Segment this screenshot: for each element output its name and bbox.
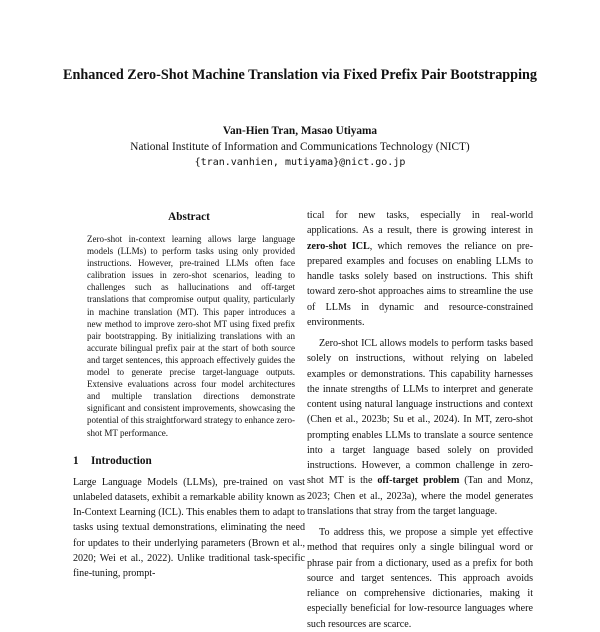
bold-term-zero-shot-icl: zero-shot ICL	[307, 240, 370, 252]
affiliation: National Institute of Information and Communications Technology (NICT)	[130, 140, 470, 153]
right-paragraph-3: To address this, we propose a simple yet effective method that requires only a single bilingual word or phrase pair from a dictionary, used as a prefix for both source and target sentences. This approach avoids reliance on comprehensive dictionaries, making it especially beneficial for low-resource languages where such resources are scarce.	[307, 527, 533, 630]
author-email: {tran.vanhien, mutiyama}@nict.go.jp	[194, 157, 406, 168]
author-names: Van-Hien Tran, Masao Utiyama	[222, 125, 378, 137]
right-paragraph-1	[307, 208, 533, 330]
section-title: Introduction	[91, 454, 152, 467]
text-run: , which removes the reliance on pre-prepared examples and focuses on enabling LLMs to handle tasks solely based on instructions. This shift toward zero-shot approaches aims to streamline the use of LLMs in dynamic and resource-constrained environments.	[307, 240, 534, 328]
left-column	[73, 208, 305, 581]
paper-title: Enhanced Zero-Shot Machine Translation via Fixed Prefix Pair Bootstrapping	[63, 67, 537, 83]
section-heading-introduction	[73, 455, 305, 467]
right-paragraph-2	[307, 336, 533, 519]
right-column	[307, 208, 533, 632]
text-run: tical for new tasks, especially in real-world applications. As a result, there is growing interest in	[307, 210, 533, 237]
section-number: 1	[73, 454, 79, 467]
author-block	[60, 124, 540, 171]
intro-paragraph-1: Large Language Models (LLMs), pre-trained on vast unlabeled datasets, exhibit a remarkable ability known as In-Context Learning (ICL). This enables them to adapt to tasks using textual demonstrations, eliminating the need for updates to their underlying parameters (Brown et al., 2020; Wei et al., 2022). Unlike traditional task-specific fine-tuning, prompt-	[73, 476, 305, 580]
abstract-heading: Abstract	[168, 211, 210, 223]
abstract-body: Zero-shot in-context learning allows large language models (LLMs) to perform tasks using only provided instructions. However, pre-trained LLMs often face calibration issues in zero-shot scenarios, leading to challenges such as hallucinations and off-target translations that compromise output quality, particularly in machine translation (MT). This paper introduces a new method to improve zero-shot MT using fixed prefix pair bootstrapping. By initializing translations with an accurate bilingual prefix pair at the start of both source and target sentences, this approach effectively guides the model to generate precise target-language outputs. Extensive evaluations across four model architectures and multiple translation directions demonstrate significant and consistent improvements, showcasing the potential of this straightforward strategy to enhance zero-shot MT performance.	[87, 234, 295, 438]
text-run: (Tan and Monz, 2023; Chen et al., 2023a), where the model generates translations that stray from the target language.	[307, 475, 533, 517]
text-run: Zero-shot ICL allows models to perform tasks based solely on instructions, without relying on labeled examples or demonstrations. This capability harnesses the innate strengths of LLMs to interpret and generate content using natural language instructions and context (Chen et al., 2023b; Su et al., 2024). In MT, zero-shot prompting enables LLMs to translate a source sentence into a target language based solely on provided instructions. However, a common challenge in zero-shot MT is the	[307, 338, 533, 487]
bold-term-off-target: off-target problem	[377, 475, 460, 487]
